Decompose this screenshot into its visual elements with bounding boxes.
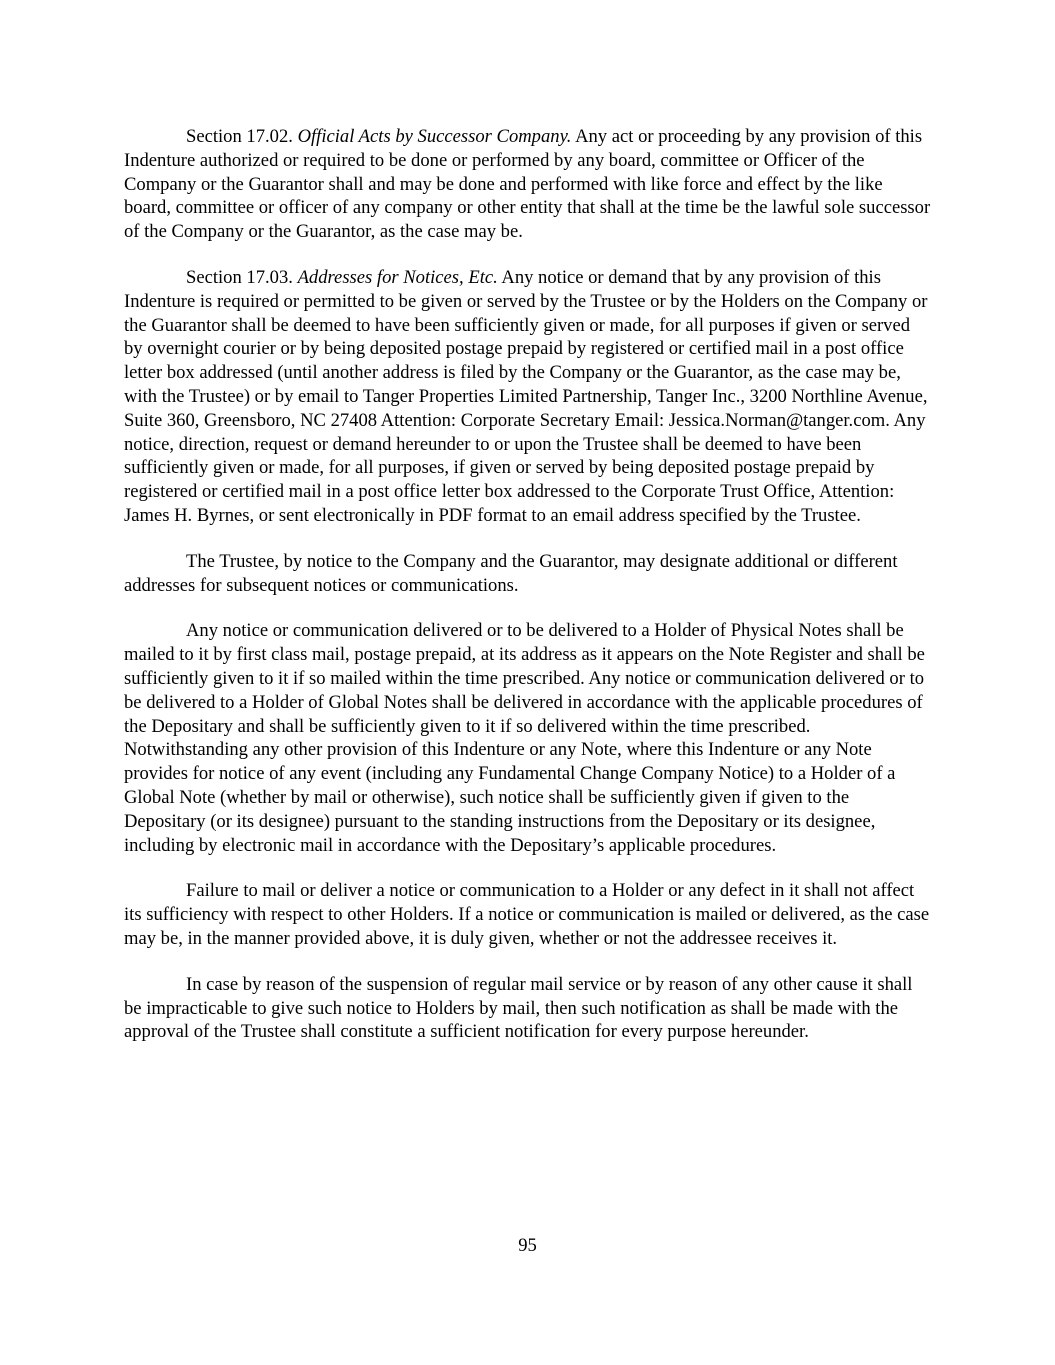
section-17-03-number: Section 17.03. — [186, 266, 298, 288]
section-17-02-title: Official Acts by Successor Company. — [297, 126, 572, 147]
section-17-03-paragraph — [124, 266, 932, 528]
document-page — [124, 125, 932, 1066]
failure-to-mail-paragraph: Failure to mail or deliver a notice or communication to a Holder or any defect in it shall not affect its sufficiency with respect to other Holders. If a notice or communication is mailed or delivered, as the case may be, in the manner provided above, it is duly given, whether or not the addressee receives it. — [124, 880, 930, 949]
page-number: 95 — [518, 1235, 537, 1256]
section-17-03-body: Any notice or demand that by any provision of this Indenture is required or permitted to be given or served by the Trustee or by the Holders on the Company or the Guarantor shall be deemed to have been sufficiently given or made, for all purposes if given or served by overnight courier or by being deposited postage prepaid by registered or certified mail in a post office letter box addressed (until another address is filed by the Company or the Guarantor, as the case may be, with the Trustee) or by email to Tanger Properties Limited Partnership, Tanger Inc., 3200 Northline Avenue, Suite 360, Greensboro, NC 27408 Attention: Corporate Secretary Email: Jessica.Norman@tanger.com. Any notice, direction, request or demand hereunder to or upon the Trustee shall be deemed to have been sufficiently given or made, for all purposes, if given or served by being deposited postage prepaid by registered or certified mail in a post office letter box addressed to the Corporate Trust Office, Attention: James H. Byrnes, or sent electronically in PDF format to an email address specified by the Trustee. — [124, 266, 928, 526]
trustee-designation-paragraph: The Trustee, by notice to the Company and the Guarantor, may designate additional or different addresses for subsequent notices or communications. — [124, 550, 898, 596]
holder-notice-paragraph: Any notice or communication delivered or to be delivered to a Holder of Physical Notes shall be mailed to it by first class mail, postage prepaid, at its address as it appears on the Note Register and shall be sufficiently given to it if so mailed within the time prescribed. Any notice or communication delivered or to be delivered to a Holder of Global Notes shall be delivered in accordance with the applicable procedures of the Depositary and shall be sufficiently given to it if so delivered within the time prescribed. Notwithstanding any other provision of this Indenture or any Note, where this Indenture or any Note provides for notice of any event (including any Fundamental Change Company Notice) to a Holder of a Global Note (whether by mail or otherwise), such notice shall be sufficiently given if given to the Depositary (or its designee) pursuant to the standing instructions from the Depositary or its designee, including by electronic mail in accordance with the Depositary’s applicable procedures. — [124, 620, 925, 856]
section-17-02-number: Section 17.02. — [186, 126, 298, 147]
section-17-02-paragraph — [124, 125, 932, 244]
mail-suspension-paragraph: In case by reason of the suspension of regular mail service or by reason of any other cause it shall be impracticable to give such notice to Holders by mail, then such notification as shall be made with the approval of the Trustee shall constitute a sufficient notification for every purpose hereunder. — [124, 973, 913, 1043]
section-17-03-title: Addresses for Notices, Etc. — [297, 266, 498, 288]
section-17-02-body: Any act or proceeding by any provision of this Indenture authorized or required to be done or performed by any board, committee or Officer of the Company or the Guarantor shall and may be done and performed with like force and effect by the like board, committee or officer of any company or other entity that shall at the time be the lawful sole successor of the Company or the Guarantor, as the case may be. — [124, 126, 931, 243]
